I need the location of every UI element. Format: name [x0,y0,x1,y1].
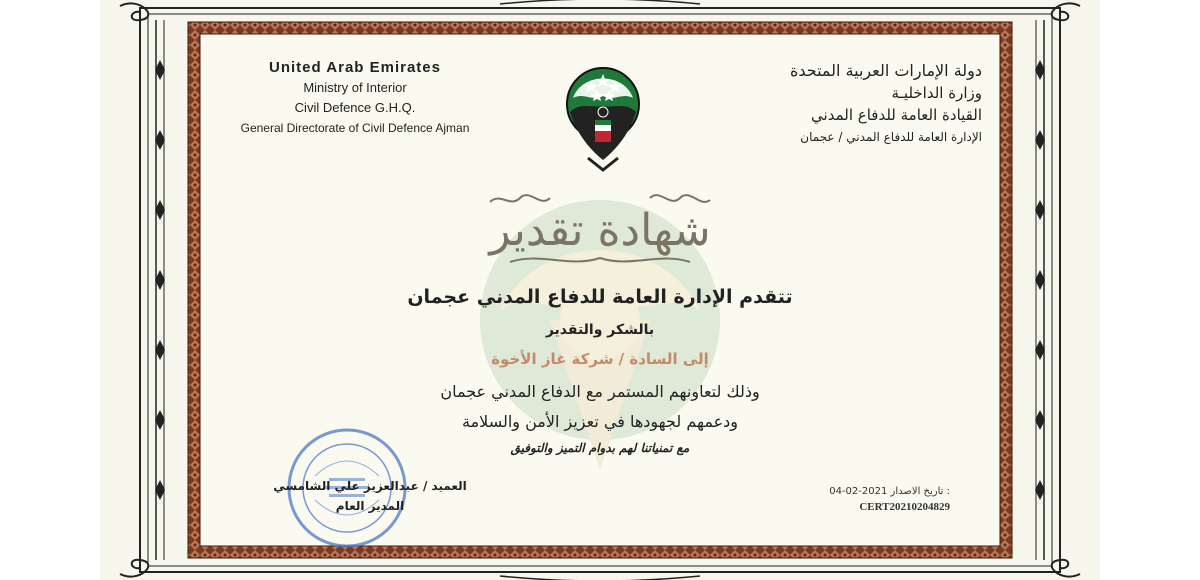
body-line-reason: وذلك لتعاونهم المستمر مع الدفاع المدني عجمان [440,382,760,401]
header-ministry: Ministry of Interior [303,80,407,95]
body-line-thanks: بالشكر والتقدير [545,322,655,338]
issue-meta [800,486,950,513]
signatory-title: المدير العام [335,499,405,513]
signatory-name: العميد / عبدالعزيز علي الشامسي [273,479,467,493]
body-line-recipient: إلى السادة / شركة غاز الأخوة [491,350,709,368]
body-line-wishes: مع تمنياتنا لهم بدوام التميز والتوفيق [510,441,690,455]
issue-date-label: تاريخ الاصدار : [890,486,950,497]
federal-eagle-emblem-icon [560,62,646,172]
header-arabic-country: دولة الإمارات العربية المتحدة [789,61,982,80]
header-arabic-ministry: وزارة الداخليـة [891,84,982,102]
signatory-block [240,476,500,516]
body-line-presenter: تتقدم الإدارة العامة للدفاع المدني عجمان [407,286,793,308]
issue-date: 04-02-2021 [829,486,888,497]
certificate-title: شهادة تقدير [489,205,711,256]
header-directorate: General Directorate of Civil Defence Ajman [240,121,470,135]
arabic-header [722,60,982,148]
certificate-number: CERT20210204829 [859,501,950,513]
issue-date-row [800,486,950,497]
body-line-support: ودعمهم لجهودها في تعزيز الأمن والسلامة [462,412,738,431]
header-arabic-directorate: الإدارة العامة للدفاع المدني / عجمان [800,130,982,144]
header-country: United Arab Emirates [269,59,441,76]
header-command: Civil Defence G.H.Q. [294,100,416,115]
certificate-page [100,0,1100,580]
english-header [225,58,485,138]
header-arabic-command: القيادة العامة للدفاع المدني [811,106,982,124]
